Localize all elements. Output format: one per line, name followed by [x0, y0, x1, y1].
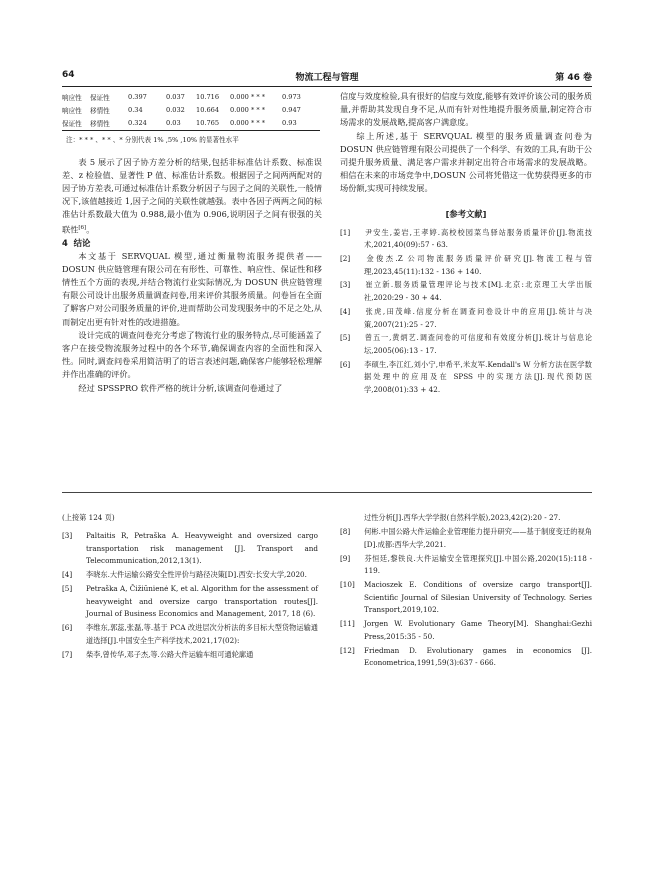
- reference-item: [3] Paltaitis R, Petraška A. Heavyweight and oversized cargo transportation risk management [J]. Transport and Telecommunication,2012,13(1).: [62, 531, 318, 565]
- journal-title: 物流工程与管理: [295, 73, 359, 83]
- reference-continuation: 过性分析[J].西华大学学报(自然科学版),2023,42(2):20 - 27.: [364, 513, 561, 522]
- reference-item: [5] 曾五一,黄炳艺.调查问卷的可信度和有效度分析[J].统计与信息论坛,2005(06):13 - 17.: [340, 333, 592, 355]
- running-header: [62, 70, 592, 84]
- header-rule: [62, 86, 592, 87]
- covariance-table: [62, 90, 320, 131]
- body-paragraph: 信度与效度检验,具有很好的信度与效度,能够有效评价该公司的服务质量,并帮助其发现自身不足,从而有针对性地提升服务质量,制定符合市场需求的发展战略,提高客户满意度。: [340, 91, 592, 128]
- body-paragraph: 综上所述,基于 SERVQUAL 模型的服务质量调查问卷为 DOSUN 供应链管理有限公司提供了一个科学、有效的工具,有助于公司提升服务质量、满足客户需求并制定出符合市场需求的发展战略。相信在未来的市场竞争中,DOSUN 公司将凭借这一优势获得更多的市场份额,实现可持续发展。: [340, 130, 592, 194]
- reference-item: [6] 李硕生,李江红,刘小宁,申希平,米友军.Kendall's W 分析方法在医学数据处理中的应用及在 SPSS 中的实现方法[J].现代预防医学,2008(01):33 + 42.: [340, 359, 592, 395]
- continued-label: (上接第 124 页): [62, 513, 115, 522]
- section-number: 4: [62, 237, 68, 248]
- reference-item: [1] 尹安生,姜岩,王孝婷.高校校园菜鸟驿站服务质量评价[J].物流技术,2021,40(09):57 - 63.: [340, 227, 592, 250]
- body-paragraph: 经过 SPSSPRO 软件严格的统计分析,该调查问卷通过了: [78, 382, 283, 393]
- references-heading: [参考文献]: [445, 208, 487, 219]
- continued-references-left: [62, 512, 318, 663]
- right-column: [340, 90, 592, 398]
- volume-label: 第 46 卷: [555, 73, 592, 83]
- reference-item: [8] 何彬.中国公路大件运输企业管理能力提升研究——基于制度变迁的视角[D].成都:西华大学,2021.: [340, 527, 592, 549]
- left-column: [62, 90, 322, 395]
- reference-item: [9] 芬恒廷,黎铁良.大件运输安全管理探究[J].中国公路,2020(15):118 - 119.: [340, 553, 592, 576]
- section-divider: [62, 492, 592, 493]
- reference-list: [340, 227, 592, 397]
- reference-item: [2] 金俊杰.Z 公司物流服务质量评价研究[J].物流工程与管理,2023,45(11):132 - 136 + 140.: [340, 254, 592, 276]
- body-paragraph: 设计完成的调查问卷充分考虑了物流行业的服务特点,尽可能涵盖了客户在接受物流服务过程中的各个环节,确保调查内容的全面性和深入性。同时,调查问卷采用简洁明了的语言表述问题,确保客户能够轻松理解并作出准确的评价。: [62, 329, 322, 380]
- continued-references-right: [340, 512, 592, 672]
- body-paragraph: 本文基于 SERVQUAL 模型,通过衡量物流服务提供者——DOSUN 供应链管理有限公司在有形性、可靠性、响应性、保证性和移情性五个方面的表现,并结合物流行业实际情况,为 DOSUN 供应链管理有限公司设计出服务质量调查问卷,用来评价其服务质量。问卷旨在全面了解客户对公司服务质量的评价,进而帮助公司发现服务中的不足之处,从而制定出更有针对性的改进措施。: [62, 250, 322, 327]
- reference-item: [4] 李晓东.大件运输公路安全性评价与路径决策[D].西安:长安大学,2020.: [62, 570, 307, 580]
- table-row: 响应性 移情性 0.34 0.032 10.664 0.000 * * * 0.947: [62, 105, 301, 115]
- reference-item: [6] 李维东,郭蕊,张磊,等.基于 PCA 改进层次分析法的多目标大型货物运输通道选择[J].中国安全生产科学技术,2021,17(02):: [62, 623, 318, 645]
- reference-item: [3] 崔立新.服务质量管理评论与技术[M].北京:北京理工大学出版社,2020:29 - 30 + 44.: [340, 280, 592, 303]
- reference-item: [12] Friedman D. Evolutionary games in economics [J]. Econometrica,1991,59(3):637 - 666.: [340, 645, 592, 668]
- body-paragraph: 表 5 展示了因子协方差分析的结果,包括非标准估计系数、标准误差、z 检验值、显著性 P 值、标准估计系数。根据因子之间两两配对的因子协方差表,可通过标准估计系数分析因子与因子之间的关联性,一般情况下,该值越接近 1,因子之间的关联性就越强。表中各因子两两之间的标准估计系数最大值为 0.988,最小值为 0.906,说明因子之间有很强的关联性[6]。: [62, 156, 322, 235]
- reference-item: [7] 柴李,曾传华,邓子杰,等.公路大件运输车组可通轮廓通: [62, 649, 254, 659]
- reference-item: [10] Macioszek E. Conditions of oversize cargo transport[J]. Scientific Journal of Silesian University of Technology. Series Transport,2019,102.: [340, 580, 592, 615]
- section-heading: [62, 237, 322, 250]
- reference-item: [4] 张虎,田茂峰.信度分析在调查问卷设计中的应用[J].统计与决策,2007(21):25 - 27.: [340, 306, 592, 329]
- table-row: 保证性 移情性 0.324 0.03 10.765 0.000 * * * 0.93: [62, 116, 320, 130]
- page-number: 64: [62, 70, 75, 80]
- reference-item: [11] Jorgen W. Evolutionary Game Theory[M]. Shanghai:Gezhi Press,2015:35 - 50.: [340, 619, 592, 641]
- table-note: 注：* * * 、* * 、* 分别代表 1% ,5% ,10% 的显著性水平: [66, 135, 239, 144]
- table-row: 响应性 保证性 0.397 0.037 10.716 0.000 * * * 0.973: [62, 92, 301, 102]
- reference-item: [5] Petraška A, Čižiūnienė K, et al. Algorithm for the assessment of heavyweight and oversize cargo transportation routes[J]. Journal of Business Economics and Management, 2017, 18 (6).: [62, 584, 318, 619]
- section-title: 结论: [73, 237, 91, 248]
- citation: [6]: [78, 224, 87, 231]
